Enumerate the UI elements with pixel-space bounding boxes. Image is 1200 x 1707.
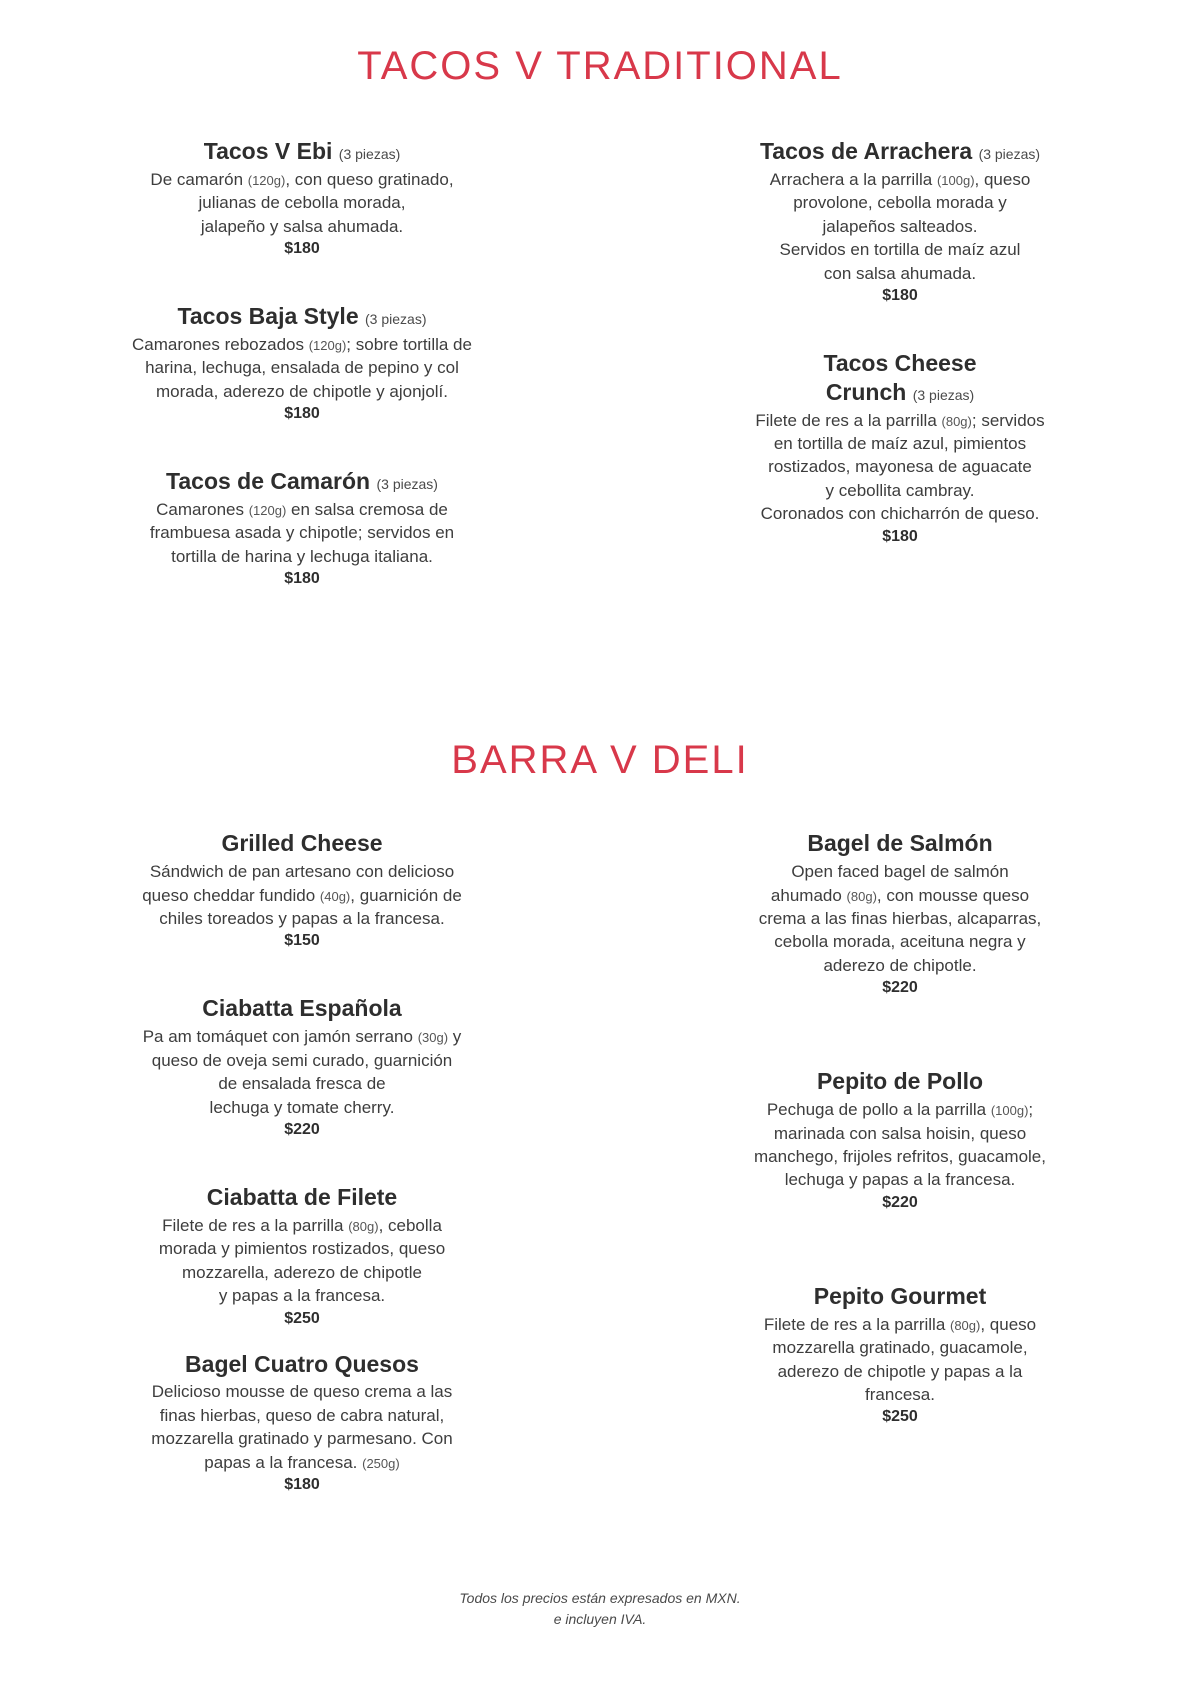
barra-right-column — [670, 829, 1140, 1448]
item-price: $220 — [284, 1121, 320, 1138]
item-name: Bagel de Salmón — [807, 830, 993, 857]
item-price: $180 — [284, 570, 320, 588]
menu-item — [74, 1350, 530, 1495]
item-description: Filete de res a la parrilla (80g); servidos en tortilla de maíz azul, pimientos rostizados, mayonesa de aguacate y cebollita cambray. Coronados con chicharrón de queso. — [755, 410, 1045, 524]
barra-columns — [60, 829, 1140, 1516]
item-portion: (3 piezas) — [978, 146, 1041, 162]
item-name: Tacos V Ebi (3 piezas) — [203, 138, 401, 164]
item-name: Grilled Cheese — [221, 830, 383, 857]
item-name: Tacos de Camarón (3 piezas) — [166, 468, 438, 495]
item-price: $180 — [882, 287, 918, 305]
item-description: Camarones (120g) en salsa cremosa de frambuesa asada y chipotle; servidos en tortilla de harina y lechuga italiana. — [149, 499, 455, 566]
item-description: Arrachera a la parrilla (100g), queso provolone, cebolla morada y jalapeños salteados. Servidos en tortilla de maíz azul con salsa ahumada. — [769, 169, 1031, 283]
section-title-barra: BARRA V DELI — [451, 738, 749, 783]
item-price: $220 — [882, 1193, 918, 1211]
item-price: $180 — [284, 240, 320, 258]
menu-item — [670, 137, 1130, 305]
menu-item — [74, 137, 530, 258]
item-description: Filete de res a la parrilla (80g), cebolla morada y pimientos rostizados, queso mozzarella, aderezo de chipotle y papas a la francesa. — [158, 1215, 446, 1306]
item-name: Pepito Gourmet — [813, 1282, 987, 1309]
disclaimer-line-2: e incluyen IVA. — [553, 1611, 647, 1628]
item-name: Tacos de Arrachera (3 piezas) — [759, 138, 1041, 164]
item-price: $250 — [284, 1309, 320, 1327]
menu-item — [670, 349, 1130, 546]
item-description: Filete de res a la parrilla (80g), queso mozzarella gratinado, guacamole, aderezo de chipotle y papas a la francesa. — [763, 1314, 1037, 1405]
item-portion: (3 piezas) — [365, 311, 427, 328]
menu-item — [670, 829, 1130, 997]
item-price: $220 — [882, 979, 918, 997]
section-title-tacos: TACOS V TRADITIONAL — [357, 44, 843, 88]
section-divider-space — [60, 610, 1140, 700]
tacos-columns — [60, 137, 1140, 610]
item-portion: (3 piezas) — [912, 386, 975, 403]
item-description: Sándwich de pan artesano con delicioso queso cheddar fundido (40g), guarnición de chiles toreados y papas a la francesa. — [142, 862, 462, 928]
item-name: Bagel Cuatro Quesos — [185, 1350, 419, 1377]
menu-item — [74, 1183, 530, 1328]
item-name: Ciabatta de Filete — [206, 1184, 398, 1210]
menu-item — [74, 994, 530, 1139]
item-price: $150 — [284, 932, 320, 950]
item-portion: (3 piezas) — [338, 146, 401, 162]
menu-item — [670, 1067, 1130, 1212]
tacos-right-column — [670, 137, 1140, 568]
item-description: De camarón (120g), con queso gratinado, julianas de cebolla morada, jalapeño y salsa ahumada. — [150, 169, 454, 236]
menu-item — [74, 302, 530, 423]
item-price: $180 — [882, 527, 918, 545]
item-description: Pa am tomáquet con jamón serrano (30g) y queso de oveja semi curado, guarnición de ensalada fresca de lechuga y tomate cherry. — [142, 1027, 462, 1117]
item-price: $180 — [284, 1476, 320, 1494]
disclaimer-line-1: Todos los precios están expresados en MXN. — [459, 1590, 741, 1607]
item-name: Tacos Cheese Crunch (3 piezas) — [823, 350, 977, 405]
item-description: Delicioso mousse de queso crema a las finas hierbas, queso de cabra natural, mozzarella gratinado y parmesano. Con papas a la francesa. (250g) — [151, 1382, 453, 1472]
item-name: Tacos Baja Style (3 piezas) — [177, 303, 427, 330]
item-name: Pepito de Pollo — [816, 1068, 984, 1095]
item-portion: (3 piezas) — [376, 476, 438, 493]
menu-item — [74, 467, 530, 588]
barra-left-column — [60, 829, 530, 1516]
item-name: Ciabatta Española — [202, 995, 402, 1022]
item-price: $250 — [882, 1408, 918, 1426]
menu-item — [74, 829, 530, 950]
menu-item — [670, 1282, 1130, 1427]
item-price: $180 — [284, 405, 320, 423]
tacos-left-column — [60, 137, 530, 610]
item-description: Camarones rebozados (120g); sobre tortilla de harina, lechuga, ensalada de pepino y col morada, aderezo de chipotle y ajonjolí. — [132, 334, 472, 401]
item-description: Open faced bagel de salmón ahumado (80g), con mousse queso crema a las finas hierbas, alcaparras, cebolla morada, aceituna negra y aderezo de chipotle. — [758, 862, 1042, 975]
item-description: Pechuga de pollo a la parrilla (100g); marinada con salsa hoisin, queso manchego, frijoles refritos, guacamole, lechuga y papas a la francesa. — [754, 1100, 1046, 1190]
price-disclaimer — [60, 1516, 1140, 1670]
